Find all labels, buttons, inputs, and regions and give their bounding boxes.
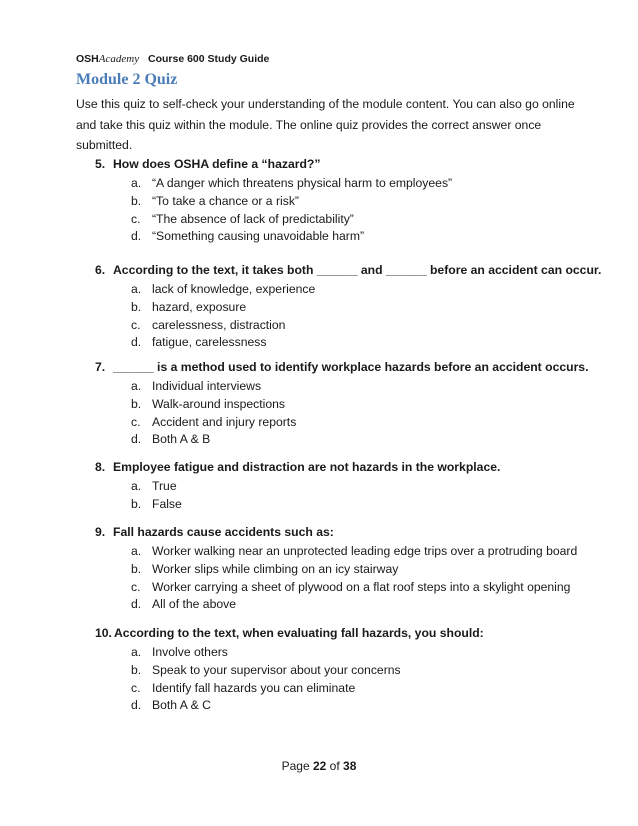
question-prompt: [95, 156, 575, 173]
question-6: [95, 262, 602, 352]
answer-option: [95, 596, 575, 614]
answer-text: Speak to your supervisor about your concerns: [152, 662, 401, 677]
question-text: According to the text, when evaluating fall hazards, you should:: [114, 626, 484, 640]
question-text: According to the text, it takes both ______ and ______ before an accident can occur.: [113, 263, 602, 277]
answer-option: [95, 211, 575, 229]
answer-text: “The absence of lack of predictability”: [152, 211, 354, 226]
answer-letter: b.: [131, 299, 142, 314]
answer-text: False: [152, 496, 182, 511]
answer-option: [95, 662, 575, 680]
question-prompt: [95, 262, 602, 279]
question-number: 8.: [95, 460, 106, 474]
question-7: [95, 359, 589, 449]
page-total: 38: [343, 759, 357, 773]
question-prompt: [95, 524, 575, 541]
answer-letter: c.: [131, 579, 141, 594]
answer-letter: b.: [131, 193, 142, 208]
question-10: [95, 625, 575, 715]
answer-option: [95, 281, 575, 299]
answer-list: [95, 543, 578, 614]
answer-text: All of the above: [152, 597, 237, 612]
answer-text: True: [152, 479, 177, 493]
answer-option: [95, 478, 575, 496]
question-prompt: [95, 459, 575, 476]
answer-text: hazard, exposure: [152, 299, 247, 314]
course-title: Course 600 Study Guide: [148, 53, 270, 65]
answer-list: [95, 175, 575, 246]
question-text: ______ is a method used to identify workplace hazards before an accident occurs.: [113, 360, 589, 374]
page-word: Page: [281, 759, 310, 773]
answer-letter: a.: [131, 479, 142, 493]
answer-letter: a.: [131, 544, 142, 558]
question-number: 9.: [95, 525, 106, 539]
answer-option: [95, 378, 575, 396]
answer-text: Worker walking near an unprotected leading edge trips over a protruding board: [152, 544, 578, 558]
question-number: 7.: [95, 360, 106, 374]
question-text: Fall hazards cause accidents such as:: [113, 525, 334, 539]
question-number: 10.: [95, 626, 112, 640]
answer-letter: a.: [131, 176, 142, 190]
answer-option: [95, 396, 575, 414]
answer-text: Worker carrying a sheet of plywood on a flat roof steps into a skylight opening: [152, 579, 571, 594]
answer-option: [95, 680, 575, 698]
answer-letter: d.: [131, 597, 142, 612]
page-number: 22: [312, 759, 327, 773]
answer-letter: a.: [131, 379, 142, 393]
answer-text: “A danger which threatens physical harm to employees”: [152, 176, 453, 190]
answer-letter: c.: [131, 317, 141, 332]
answer-option: [95, 496, 575, 514]
of-word: of: [329, 759, 340, 773]
answer-letter: c.: [131, 414, 141, 429]
question-number: 5.: [95, 157, 106, 171]
answer-text: Individual interviews: [152, 379, 262, 393]
answer-text: Both A & B: [152, 432, 211, 447]
answer-text: Involve others: [152, 645, 228, 659]
org-name-prefix: OSH: [76, 53, 99, 65]
answer-letter: c.: [131, 211, 141, 226]
answer-text: carelessness, distraction: [152, 317, 286, 332]
answer-letter: b.: [131, 662, 142, 677]
answer-text: “To take a chance or a risk”: [152, 193, 299, 208]
question-9: [95, 524, 578, 614]
answer-text: “Something causing unavoidable harm”: [152, 229, 365, 244]
answer-letter: c.: [131, 680, 141, 695]
answer-text: Worker slips while climbing on an icy stairway: [152, 561, 399, 576]
answer-list: [95, 378, 575, 449]
answer-letter: b.: [131, 561, 142, 576]
answer-option: [95, 431, 575, 449]
answer-option: [95, 644, 575, 662]
intro-paragraph: Use this quiz to self-check your understanding of the module content. You can also go online and take this quiz within the module. The online quiz provides the correct answer once submitted.: [76, 97, 575, 152]
answer-list: [95, 478, 575, 514]
answer-letter: d.: [131, 698, 142, 713]
question-8: [95, 459, 575, 514]
page-title: Module 2 Quiz: [76, 71, 178, 88]
page-footer: [0, 759, 638, 773]
answer-option: [95, 579, 575, 597]
answer-option: [95, 697, 575, 715]
answer-list: [95, 281, 575, 352]
answer-letter: a.: [131, 645, 142, 659]
answer-letter: d.: [131, 335, 142, 350]
answer-text: Accident and injury reports: [152, 414, 297, 429]
answer-letter: d.: [131, 229, 142, 244]
answer-option: [95, 414, 575, 432]
answer-letter: a.: [131, 282, 142, 296]
org-name-suffix: Academy: [98, 53, 140, 65]
answer-option: [95, 175, 575, 193]
question-number: 6.: [95, 263, 106, 277]
answer-option: [95, 334, 575, 352]
answer-text: Identify fall hazards you can eliminate: [152, 680, 356, 695]
answer-text: Both A & C: [152, 698, 211, 713]
answer-text: fatigue, carelessness: [152, 335, 267, 350]
answer-letter: b.: [131, 396, 142, 411]
answer-text: Walk-around inspections: [152, 396, 285, 411]
answer-option: [95, 299, 575, 317]
answer-option: [95, 543, 578, 561]
answer-list: [95, 644, 575, 715]
document-header: [76, 53, 269, 65]
answer-option: [95, 193, 575, 211]
question-text: How does OSHA define a “hazard?”: [113, 157, 321, 171]
answer-option: [95, 317, 575, 335]
answer-letter: b.: [131, 496, 142, 511]
question-prompt: [95, 625, 575, 642]
answer-option: [95, 561, 575, 579]
question-text: Employee fatigue and distraction are not hazards in the workplace.: [113, 460, 501, 474]
question-prompt: [95, 359, 589, 376]
question-5: [95, 156, 575, 246]
answer-letter: d.: [131, 432, 142, 447]
answer-option: [95, 228, 575, 246]
answer-text: lack of knowledge, experience: [152, 282, 316, 296]
